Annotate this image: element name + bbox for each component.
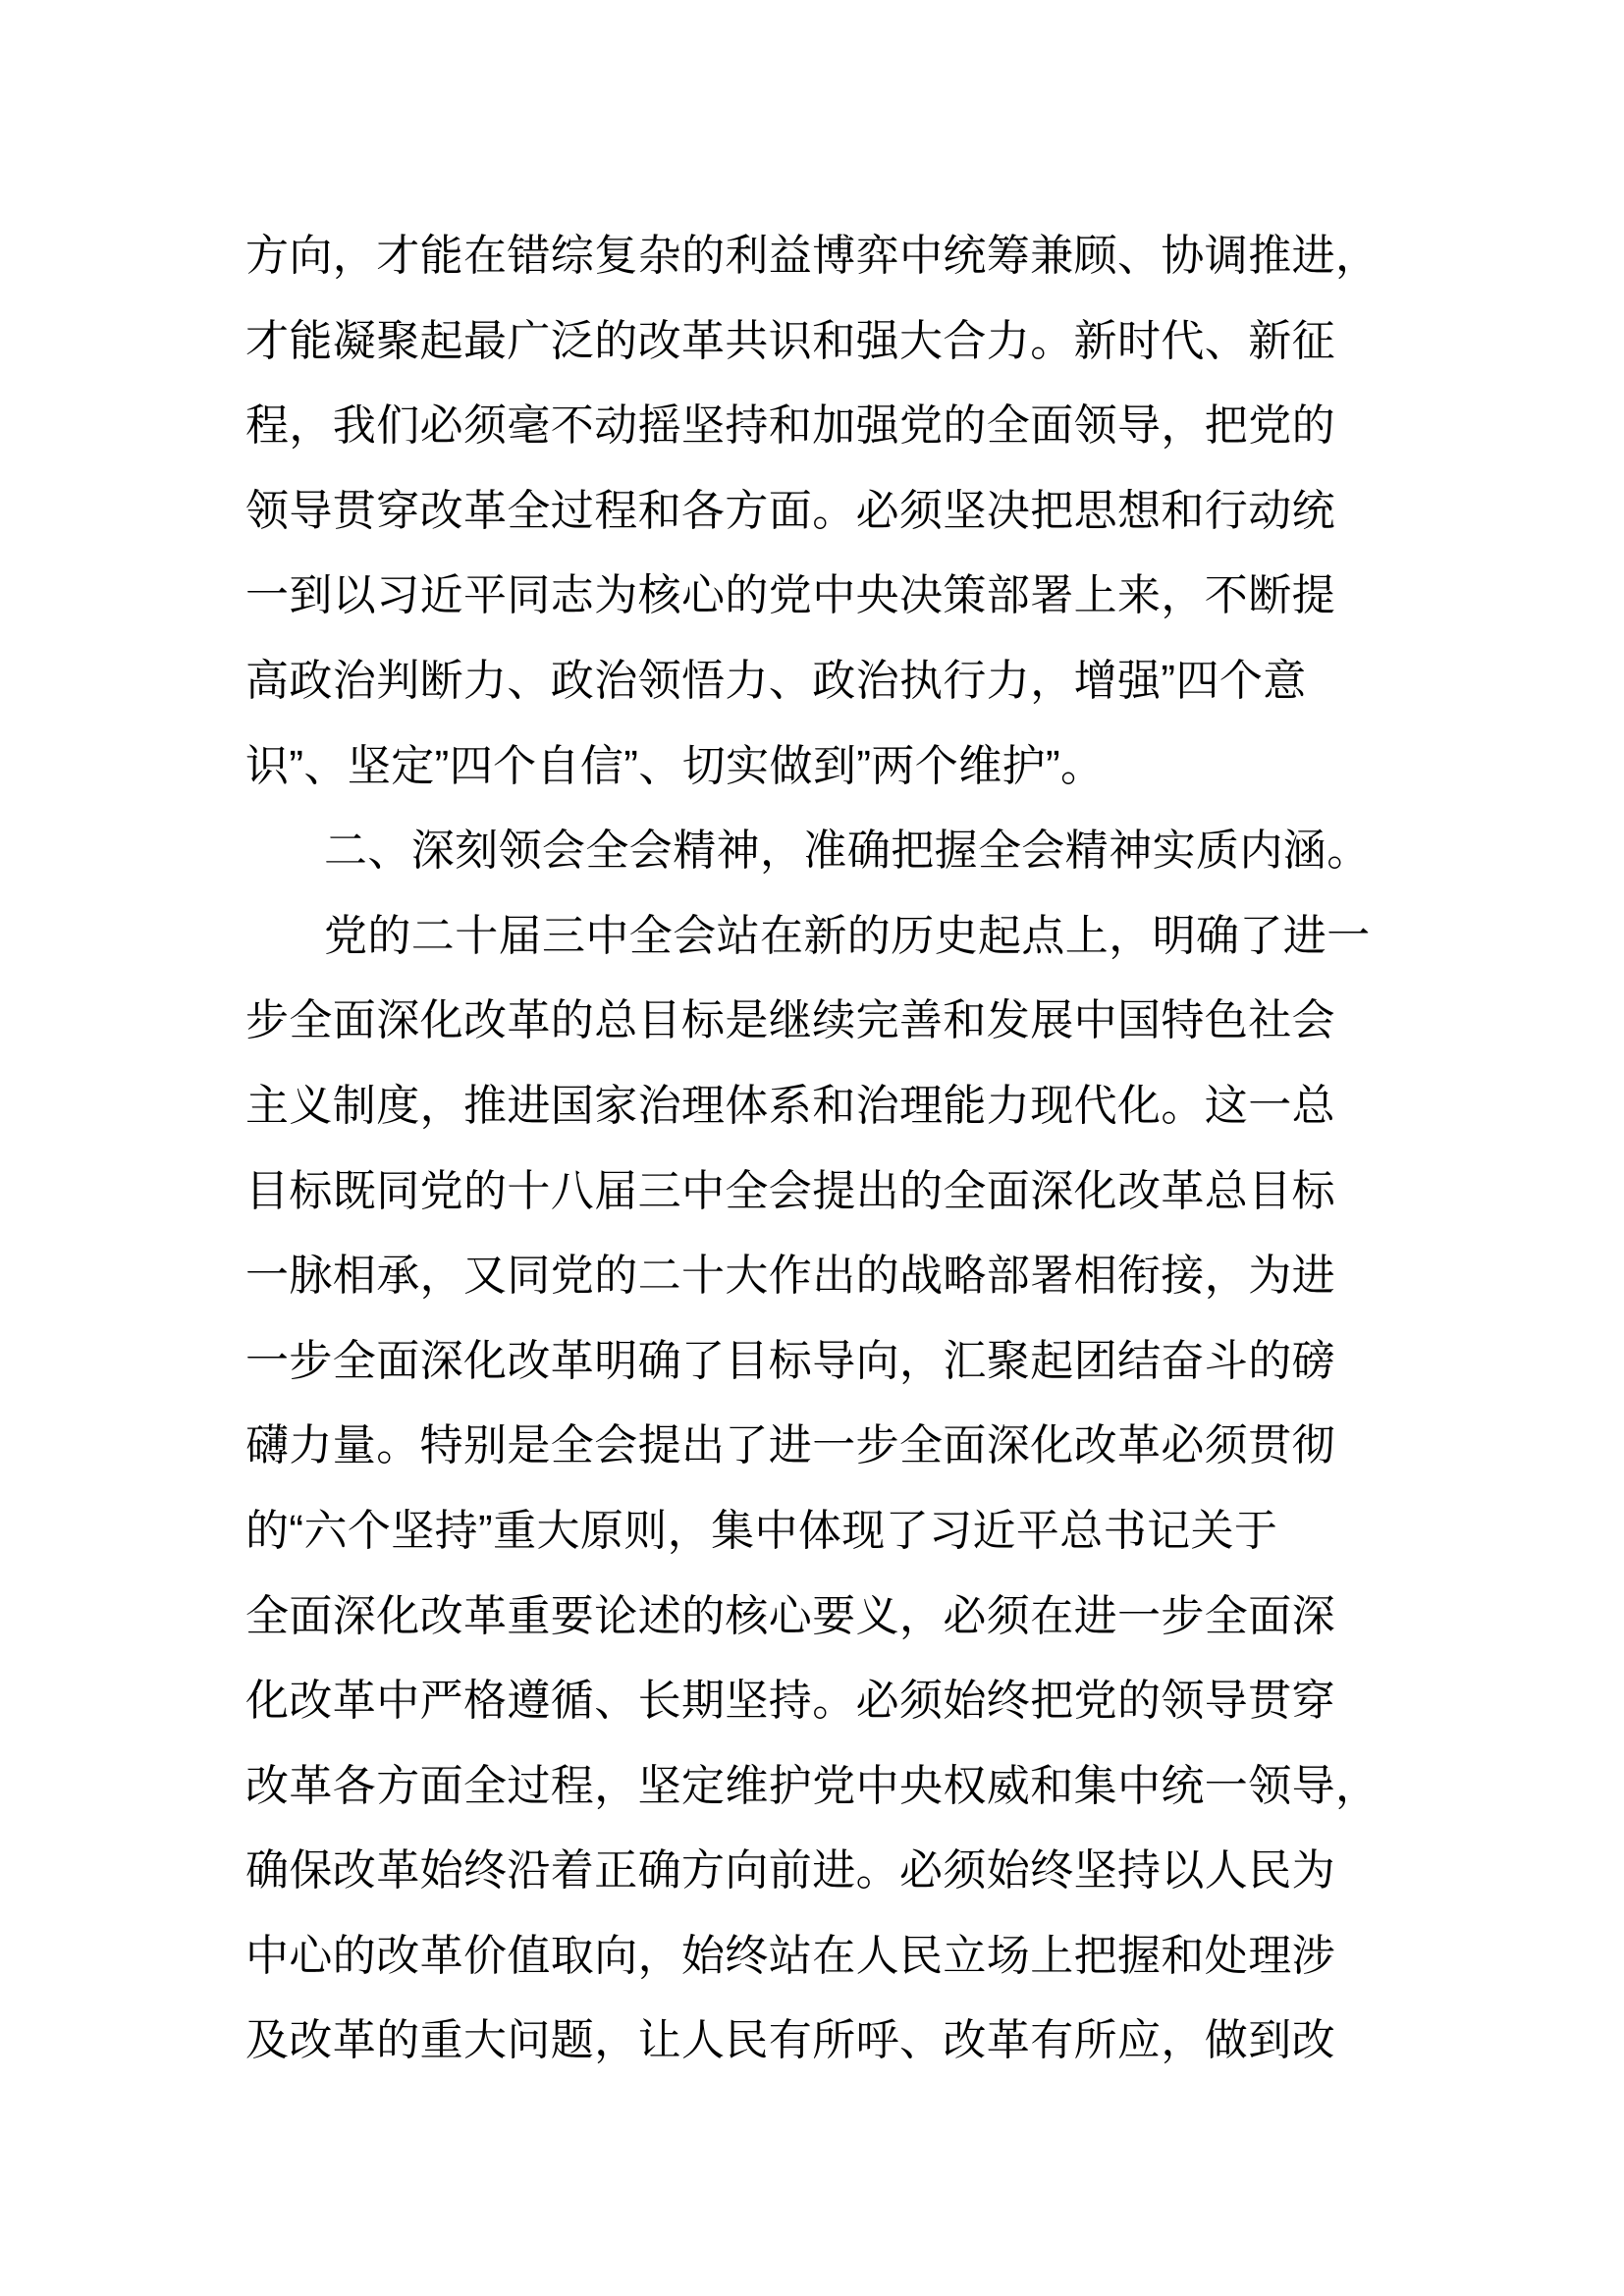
text-line: 二、深刻领会全会精神，准确把握全会精神实质内涵。 [324, 827, 1371, 876]
text-line: 一到以习近平同志为核心的党中央决策部署上来，不断提 [245, 571, 1335, 620]
text-line: 步全面深化改革的总目标是继续完善和发展中国特色社会 [245, 996, 1335, 1045]
paragraph [245, 809, 1384, 894]
text-line: 改革各方面全过程，坚定维护党中央权威和集中统一领导， [245, 1761, 1380, 1810]
text-line: 识”、坚定”四个自信”、切实做到”两个维护”。 [245, 741, 1105, 790]
text-line: 程，我们必须毫不动摇坚持和加强党的全面领导，把党的 [245, 401, 1335, 451]
text-line: 高政治判断力、政治领悟力、政治执行力，增强”四个意 [245, 656, 1307, 705]
text-line: 全面深化改革重要论述的核心要义，必须在进一步全面深 [245, 1591, 1335, 1640]
text-line: 党的二十届三中全会站在新的历史起点上，明确了进一 [324, 911, 1371, 960]
text-line: 礴力量。特别是全会提出了进一步全面深化改革必须贯彻 [245, 1421, 1335, 1470]
text-line: 的“六个坚持”重大原则，集中体现了习近平总书记关于 [245, 1506, 1278, 1555]
text-line: 领导贯穿改革全过程和各方面。必须坚决把思想和行动统 [245, 486, 1335, 535]
text-line: 主义制度，推进国家治理体系和治理能力现代化。这一总 [245, 1081, 1335, 1130]
text-line: 化改革中严格遵循、长期坚持。必须始终把党的领导贯穿 [245, 1677, 1335, 1726]
text-line: 及改革的重大问题，让人民有所呼、改革有所应，做到改 [245, 2016, 1335, 2065]
text-line: 才能凝聚起最广泛的改革共识和强大合力。新时代、新征 [245, 316, 1335, 365]
text-line: 方向，才能在错综复杂的利益博弈中统筹兼顾、协调推进， [245, 232, 1380, 280]
text-line: 确保改革始终沿着正确方向前进。必须始终坚持以人民为 [245, 1846, 1335, 1896]
text-line: 一步全面深化改革明确了目标导向，汇聚起团结奋斗的磅 [245, 1336, 1335, 1385]
text-line: 中心的改革价值取向，始终站在人民立场上把握和处理涉 [245, 1931, 1335, 1980]
paragraph [245, 214, 1384, 809]
text-line: 一脉相承，又同党的二十大作出的战略部署相衔接，为进 [245, 1252, 1335, 1301]
document-body [245, 214, 1384, 2084]
paragraph [245, 894, 1384, 2084]
text-line: 目标既同党的十八届三中全会提出的全面深化改革总目标 [245, 1166, 1335, 1215]
